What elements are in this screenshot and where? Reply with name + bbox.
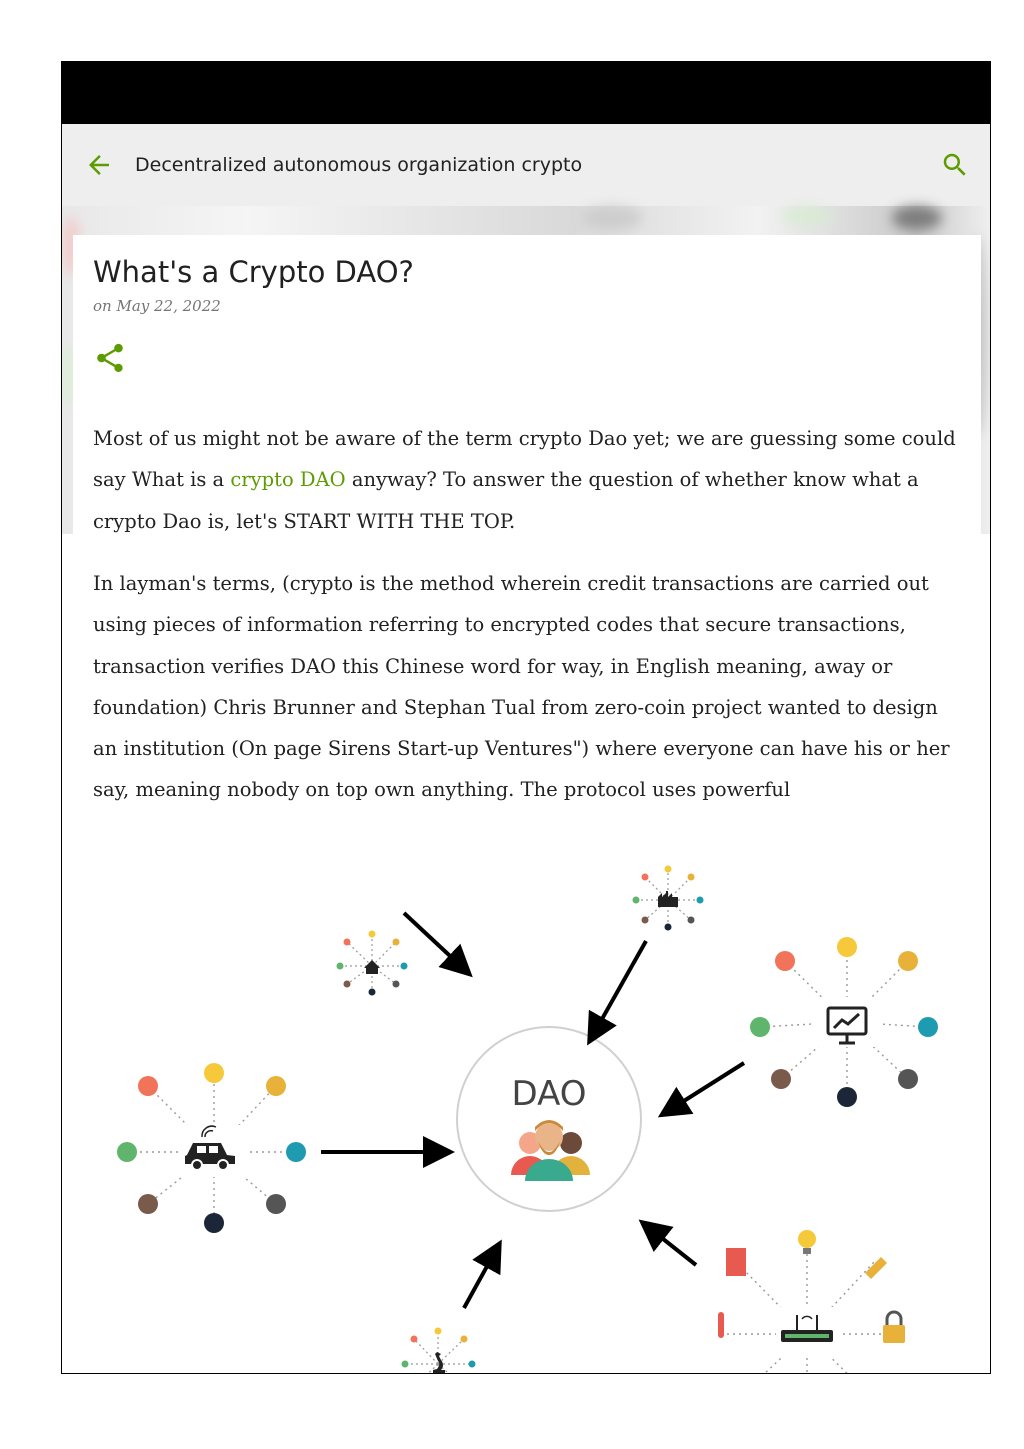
lightbulb-icon: [798, 1230, 816, 1254]
search-icon: [940, 150, 970, 180]
blog-header: [62, 124, 990, 206]
post-card: [73, 235, 981, 1374]
top-black-bar: [62, 61, 990, 124]
node-car: [117, 1063, 306, 1233]
arrow-left-icon: [84, 150, 114, 180]
house-icon: [364, 960, 380, 974]
crypto-dao-link[interactable]: crypto DAO: [230, 468, 346, 492]
paragraph-1-text-before: Most of us might not be aware of the term crypto Dao yet; we are guessing some could say What is a: [93, 427, 956, 492]
page-frame: [61, 61, 991, 1374]
share-button[interactable]: [93, 341, 127, 375]
node-house: [337, 931, 408, 996]
post-date[interactable]: on May 22, 2022: [93, 297, 221, 315]
factory-icon: [658, 891, 678, 907]
share-icon: [93, 341, 127, 375]
post-paragraph-1: [93, 418, 958, 542]
post-title: What's a Crypto DAO?: [93, 255, 414, 289]
node-presentation: [750, 937, 938, 1107]
node-microscope: [402, 1328, 476, 1375]
paragraph-1-text-after: anyway? To answer the question of whether know what a crypto Dao is, let's START WITH THE TOP.: [93, 468, 919, 533]
dao-diagram-image: [93, 825, 958, 1374]
lock-icon: [883, 1312, 905, 1343]
blog-title[interactable]: Decentralized autonomous organization crypto: [135, 154, 583, 176]
dao-center-node: [457, 1027, 641, 1211]
node-iot-router: [718, 1230, 905, 1374]
node-factory: [633, 866, 704, 931]
dao-label: DAO: [511, 1074, 587, 1114]
door-icon: [726, 1248, 746, 1276]
back-button[interactable]: [84, 150, 114, 180]
search-button[interactable]: [940, 150, 970, 180]
thermometer-icon: [718, 1312, 724, 1338]
post-paragraph-2: In layman's terms, (crypto is the method wherein credit transactions are carried out using pieces of information referring to encrypted codes that secure transactions, transaction verifies DAO this Chinese word for way, in English meaning, away or foundation) Chris Brunner and Stephan Tual from zero-coin project wanted to design an institution (On page Sirens Start-up Ventures") where everyone can have his or her say, meaning nobody on top own anything. The protocol uses powerful: [93, 572, 950, 802]
